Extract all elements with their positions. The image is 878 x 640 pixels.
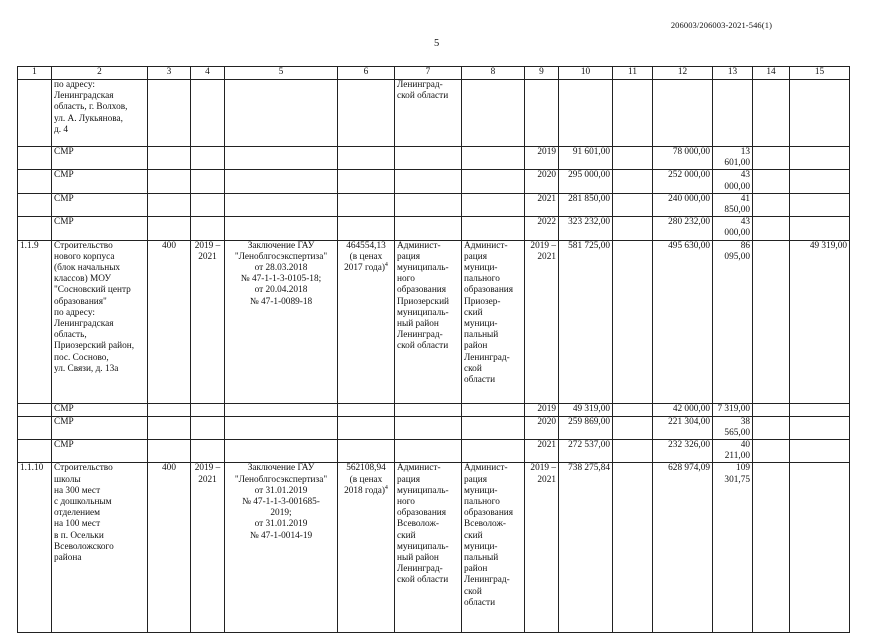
table-cell [338, 80, 395, 147]
table-header-row [18, 67, 850, 80]
table-cell [148, 463, 191, 633]
table-cell [613, 80, 653, 147]
table-cell [613, 403, 653, 416]
table-cell [52, 416, 148, 439]
cell-text: 2020 [537, 416, 556, 427]
table-cell [191, 403, 225, 416]
table-cell [191, 170, 225, 193]
table-cell [52, 240, 148, 403]
table-cell [225, 193, 338, 216]
table-cell [191, 416, 225, 439]
table-cell [462, 403, 525, 416]
table-cell [790, 440, 850, 463]
table-cell [559, 403, 613, 416]
table-cell [525, 80, 559, 147]
column-header: 4 [191, 67, 225, 80]
table-cell [613, 147, 653, 170]
table-cell [191, 217, 225, 240]
table-cell [713, 240, 753, 403]
cell-text: 49 319,00 [809, 240, 847, 251]
table-cell [191, 463, 225, 633]
cell-text: 464554,13 (в ценах 2017 года) [344, 240, 386, 274]
table-cell [790, 193, 850, 216]
table-cell [18, 440, 52, 463]
table-cell [191, 147, 225, 170]
table-cell [338, 217, 395, 240]
table-cell [18, 217, 52, 240]
table-cell [790, 240, 850, 403]
table-cell [653, 193, 713, 216]
table-row [18, 463, 850, 633]
cell-text: 86 095,00 [724, 240, 750, 262]
table-cell [395, 217, 462, 240]
table-cell [713, 463, 753, 633]
table-cell [753, 193, 790, 216]
cell-text: Админист- рация муниципаль- ного образования Всеволож- ский муниципаль- ный район Ленинград- ской области [397, 463, 449, 586]
table-row [18, 80, 850, 147]
cell-text: 2019 [537, 147, 556, 157]
table-cell [653, 80, 713, 147]
cell-text: 40 211,00 [724, 440, 750, 462]
table-cell [613, 440, 653, 463]
table-cell [52, 193, 148, 216]
cell-text: Заключение ГАУ "Леноблгосэкспертиза" от 31.01.2019 № 47-1-1-3-001685- 2019; от 31.01.2019 № 47-1-0014-19 [234, 463, 328, 541]
table-cell [148, 193, 191, 216]
column-header: 14 [753, 67, 790, 80]
table-cell [525, 403, 559, 416]
table-cell [653, 217, 713, 240]
table-cell [753, 240, 790, 403]
table-cell [18, 147, 52, 170]
cell-text: 42 000,00 [672, 403, 710, 414]
table-cell [18, 80, 52, 147]
table-cell [148, 147, 191, 170]
cell-text: Строительство школы на 300 мест с дошкольным отделением на 100 мест в п. Осельки Всеволожского района [54, 463, 114, 564]
table-cell [225, 440, 338, 463]
column-header: 6 [338, 67, 395, 80]
cell-text: 2021 [537, 440, 556, 451]
cell-text: СМР [54, 147, 74, 157]
table-cell [52, 147, 148, 170]
table-row [18, 170, 850, 193]
table-cell [52, 463, 148, 633]
table-cell [338, 440, 395, 463]
table-cell [395, 170, 462, 193]
table-cell [225, 463, 338, 633]
table-cell [338, 147, 395, 170]
table-cell [395, 80, 462, 147]
table-cell [18, 463, 52, 633]
table-row [18, 217, 850, 240]
table-cell [559, 416, 613, 439]
table-cell [395, 440, 462, 463]
table-cell [18, 416, 52, 439]
table-cell [18, 240, 52, 403]
table-cell [225, 147, 338, 170]
document-code: 206003/206003-2021-546(1) [670, 20, 772, 30]
table-cell [338, 416, 395, 439]
table-cell [713, 440, 753, 463]
table-cell [525, 416, 559, 439]
cell-text: Админист- рация муници- пального образования Приозер- ский муници- пальный район Ленинград- ской области [464, 240, 514, 386]
cell-text: Ленинград- ской области [397, 80, 449, 102]
table-cell [338, 193, 395, 216]
cell-text: 400 [162, 240, 176, 251]
table-cell [395, 463, 462, 633]
cell-text: 41 850,00 [724, 193, 750, 216]
table-cell [52, 440, 148, 463]
table-cell [559, 463, 613, 633]
table-cell [653, 440, 713, 463]
column-header: 2 [52, 67, 148, 80]
cell-text: 240 000,00 [668, 193, 710, 204]
cell-text: 738 275,84 [568, 463, 610, 474]
table-cell [613, 170, 653, 193]
column-header: 3 [148, 67, 191, 80]
table-cell [653, 147, 713, 170]
cell-text: 259 869,00 [568, 416, 610, 427]
column-header: 7 [395, 67, 462, 80]
table-cell [559, 217, 613, 240]
table-cell [395, 240, 462, 403]
cell-text: Заключение ГАУ "Леноблгосэкспертиза" от 28.03.2018 № 47-1-1-3-0105-18; от 20.04.2018 № 47-1-0089-18 [234, 240, 328, 307]
table-cell [225, 240, 338, 403]
table-cell [713, 416, 753, 439]
table-cell [713, 147, 753, 170]
table-cell [613, 463, 653, 633]
cell-text: 1.1.9 [20, 240, 39, 251]
table-row [18, 193, 850, 216]
cell-text: 2021 [537, 193, 556, 204]
table-row [18, 403, 850, 416]
table-cell [338, 240, 395, 403]
cell-text: 78 000,00 [672, 147, 710, 157]
cell-text: 221 304,00 [668, 416, 710, 427]
table-cell [559, 193, 613, 216]
table-cell [148, 217, 191, 240]
cell-text: 43 000,00 [724, 170, 750, 192]
cell-text: 38 565,00 [724, 416, 750, 438]
table-cell [525, 217, 559, 240]
cell-text: 2019 [537, 403, 556, 414]
cell-text: 2019 – 2021 [530, 240, 556, 262]
table-cell [559, 80, 613, 147]
page-number: 5 [434, 38, 440, 49]
cell-text: по адресу: Ленинградская область, г. Волхов, ул. А. Лукьянова, д. 4 [54, 80, 128, 135]
cell-text: СМР [54, 440, 74, 451]
cell-text: 232 326,00 [668, 440, 710, 451]
table-cell [713, 170, 753, 193]
cell-text: 495 630,00 [668, 240, 710, 251]
table-cell [790, 80, 850, 147]
cell-text: 281 850,00 [568, 193, 610, 204]
table-cell [653, 240, 713, 403]
table-cell [148, 440, 191, 463]
table-cell [462, 170, 525, 193]
cell-text: 2020 [537, 170, 556, 181]
table-cell [52, 403, 148, 416]
program-table [17, 66, 850, 633]
table-cell [753, 416, 790, 439]
cell-text: СМР [54, 403, 74, 414]
cell-text: 581 725,00 [568, 240, 610, 251]
cell-text: Админист- рация муниципаль- ного образования Приозерский муниципаль- ный район Ленинград- ской области [397, 240, 450, 352]
table-row [18, 416, 850, 439]
table-cell [790, 463, 850, 633]
table-cell [525, 463, 559, 633]
cell-text: СМР [54, 217, 74, 228]
cell-text: 91 601,00 [572, 147, 610, 157]
table-cell [790, 217, 850, 240]
column-header: 10 [559, 67, 613, 80]
table-cell [338, 403, 395, 416]
cell-text: 280 232,00 [668, 217, 710, 228]
cell-text: 628 974,09 [668, 463, 710, 474]
cell-text: 252 000,00 [668, 170, 710, 181]
cell-text: 49 319,00 [572, 403, 610, 414]
table-cell [753, 80, 790, 147]
table-cell [613, 240, 653, 403]
table-cell [462, 193, 525, 216]
column-header: 5 [225, 67, 338, 80]
column-header: 11 [613, 67, 653, 80]
table-cell [395, 403, 462, 416]
table-cell [148, 403, 191, 416]
table-cell [790, 416, 850, 439]
table-cell [753, 403, 790, 416]
cell-text: 323 232,00 [568, 217, 610, 228]
table-cell [525, 193, 559, 216]
cell-text: 400 [162, 463, 176, 474]
table-cell [191, 240, 225, 403]
column-header: 12 [653, 67, 713, 80]
cell-text: Админист- рация муници- пального образования Всеволож- ский муници- пальный район Ленинград- ской области [464, 463, 514, 608]
table-cell [525, 240, 559, 403]
table-cell [613, 217, 653, 240]
cell-text: 2019 – 2021 [530, 463, 556, 485]
table-cell [653, 403, 713, 416]
column-header: 9 [525, 67, 559, 80]
table-cell [559, 147, 613, 170]
table-cell [462, 463, 525, 633]
footnote-marker: 4 [384, 261, 388, 268]
table-cell [52, 80, 148, 147]
column-header: 1 [18, 67, 52, 80]
table-cell [338, 463, 395, 633]
table-cell [148, 240, 191, 403]
table-cell [559, 440, 613, 463]
table-cell [559, 170, 613, 193]
table-cell [653, 170, 713, 193]
cell-text: СМР [54, 193, 74, 204]
table-cell [713, 403, 753, 416]
table-cell [462, 440, 525, 463]
table-cell [191, 440, 225, 463]
table-cell [18, 193, 52, 216]
table-cell [525, 170, 559, 193]
column-header: 13 [713, 67, 753, 80]
table-cell [191, 80, 225, 147]
table-cell [790, 403, 850, 416]
table-cell [338, 170, 395, 193]
cell-text: 2019 – 2021 [194, 240, 221, 262]
table-cell [753, 217, 790, 240]
cell-text: 7 319,00 [717, 403, 750, 414]
table-cell [753, 147, 790, 170]
table-cell [462, 217, 525, 240]
table-cell [462, 240, 525, 403]
table-row [18, 440, 850, 463]
table-cell [148, 80, 191, 147]
table-cell [559, 240, 613, 403]
cell-text: 109 301,75 [724, 463, 750, 485]
table-cell [225, 80, 338, 147]
table-cell [753, 463, 790, 633]
table-cell [225, 170, 338, 193]
cell-text: 272 537,00 [568, 440, 610, 451]
table-cell [395, 193, 462, 216]
table-cell [525, 147, 559, 170]
table-cell [462, 80, 525, 147]
table-cell [191, 193, 225, 216]
table-cell [148, 170, 191, 193]
table-cell [525, 440, 559, 463]
table-cell [790, 147, 850, 170]
table-cell [18, 170, 52, 193]
table-cell [790, 170, 850, 193]
table-cell [653, 416, 713, 439]
table-cell [52, 170, 148, 193]
cell-text: СМР [54, 170, 74, 181]
cell-text: Строительство нового корпуса (блок начальных классов) МОУ "Сосновский центр образования" по адресу: Ленинградская область, Приозерский район, пос. Сосново, ул. Связи, д. 13а [54, 240, 135, 374]
cell-text: СМР [54, 416, 74, 427]
table-cell [713, 193, 753, 216]
table-cell [395, 147, 462, 170]
table-cell [713, 217, 753, 240]
table-row [18, 240, 850, 403]
table-cell [225, 416, 338, 439]
table-cell [395, 416, 462, 439]
table-cell [52, 217, 148, 240]
footnote-marker: 4 [384, 484, 388, 491]
column-header: 8 [462, 67, 525, 80]
table-row [18, 147, 850, 170]
cell-text: 562108,94 (в ценах 2018 года) [344, 463, 386, 496]
cell-text: 43 000,00 [724, 217, 750, 239]
table-cell [713, 80, 753, 147]
cell-text: 2022 [537, 217, 556, 228]
table-cell [653, 463, 713, 633]
table-cell [753, 170, 790, 193]
table-cell [613, 193, 653, 216]
table-cell [148, 416, 191, 439]
cell-text: 295 000,00 [568, 170, 610, 181]
table-cell [613, 416, 653, 439]
table-cell [225, 403, 338, 416]
table-cell [753, 440, 790, 463]
cell-text: 2019 – 2021 [194, 463, 221, 485]
table-cell [462, 147, 525, 170]
cell-text: 13 601,00 [724, 147, 750, 169]
table-cell [462, 416, 525, 439]
cell-text: 1.1.10 [20, 463, 44, 474]
table-cell [225, 217, 338, 240]
column-header: 15 [790, 67, 850, 80]
table-cell [18, 403, 52, 416]
